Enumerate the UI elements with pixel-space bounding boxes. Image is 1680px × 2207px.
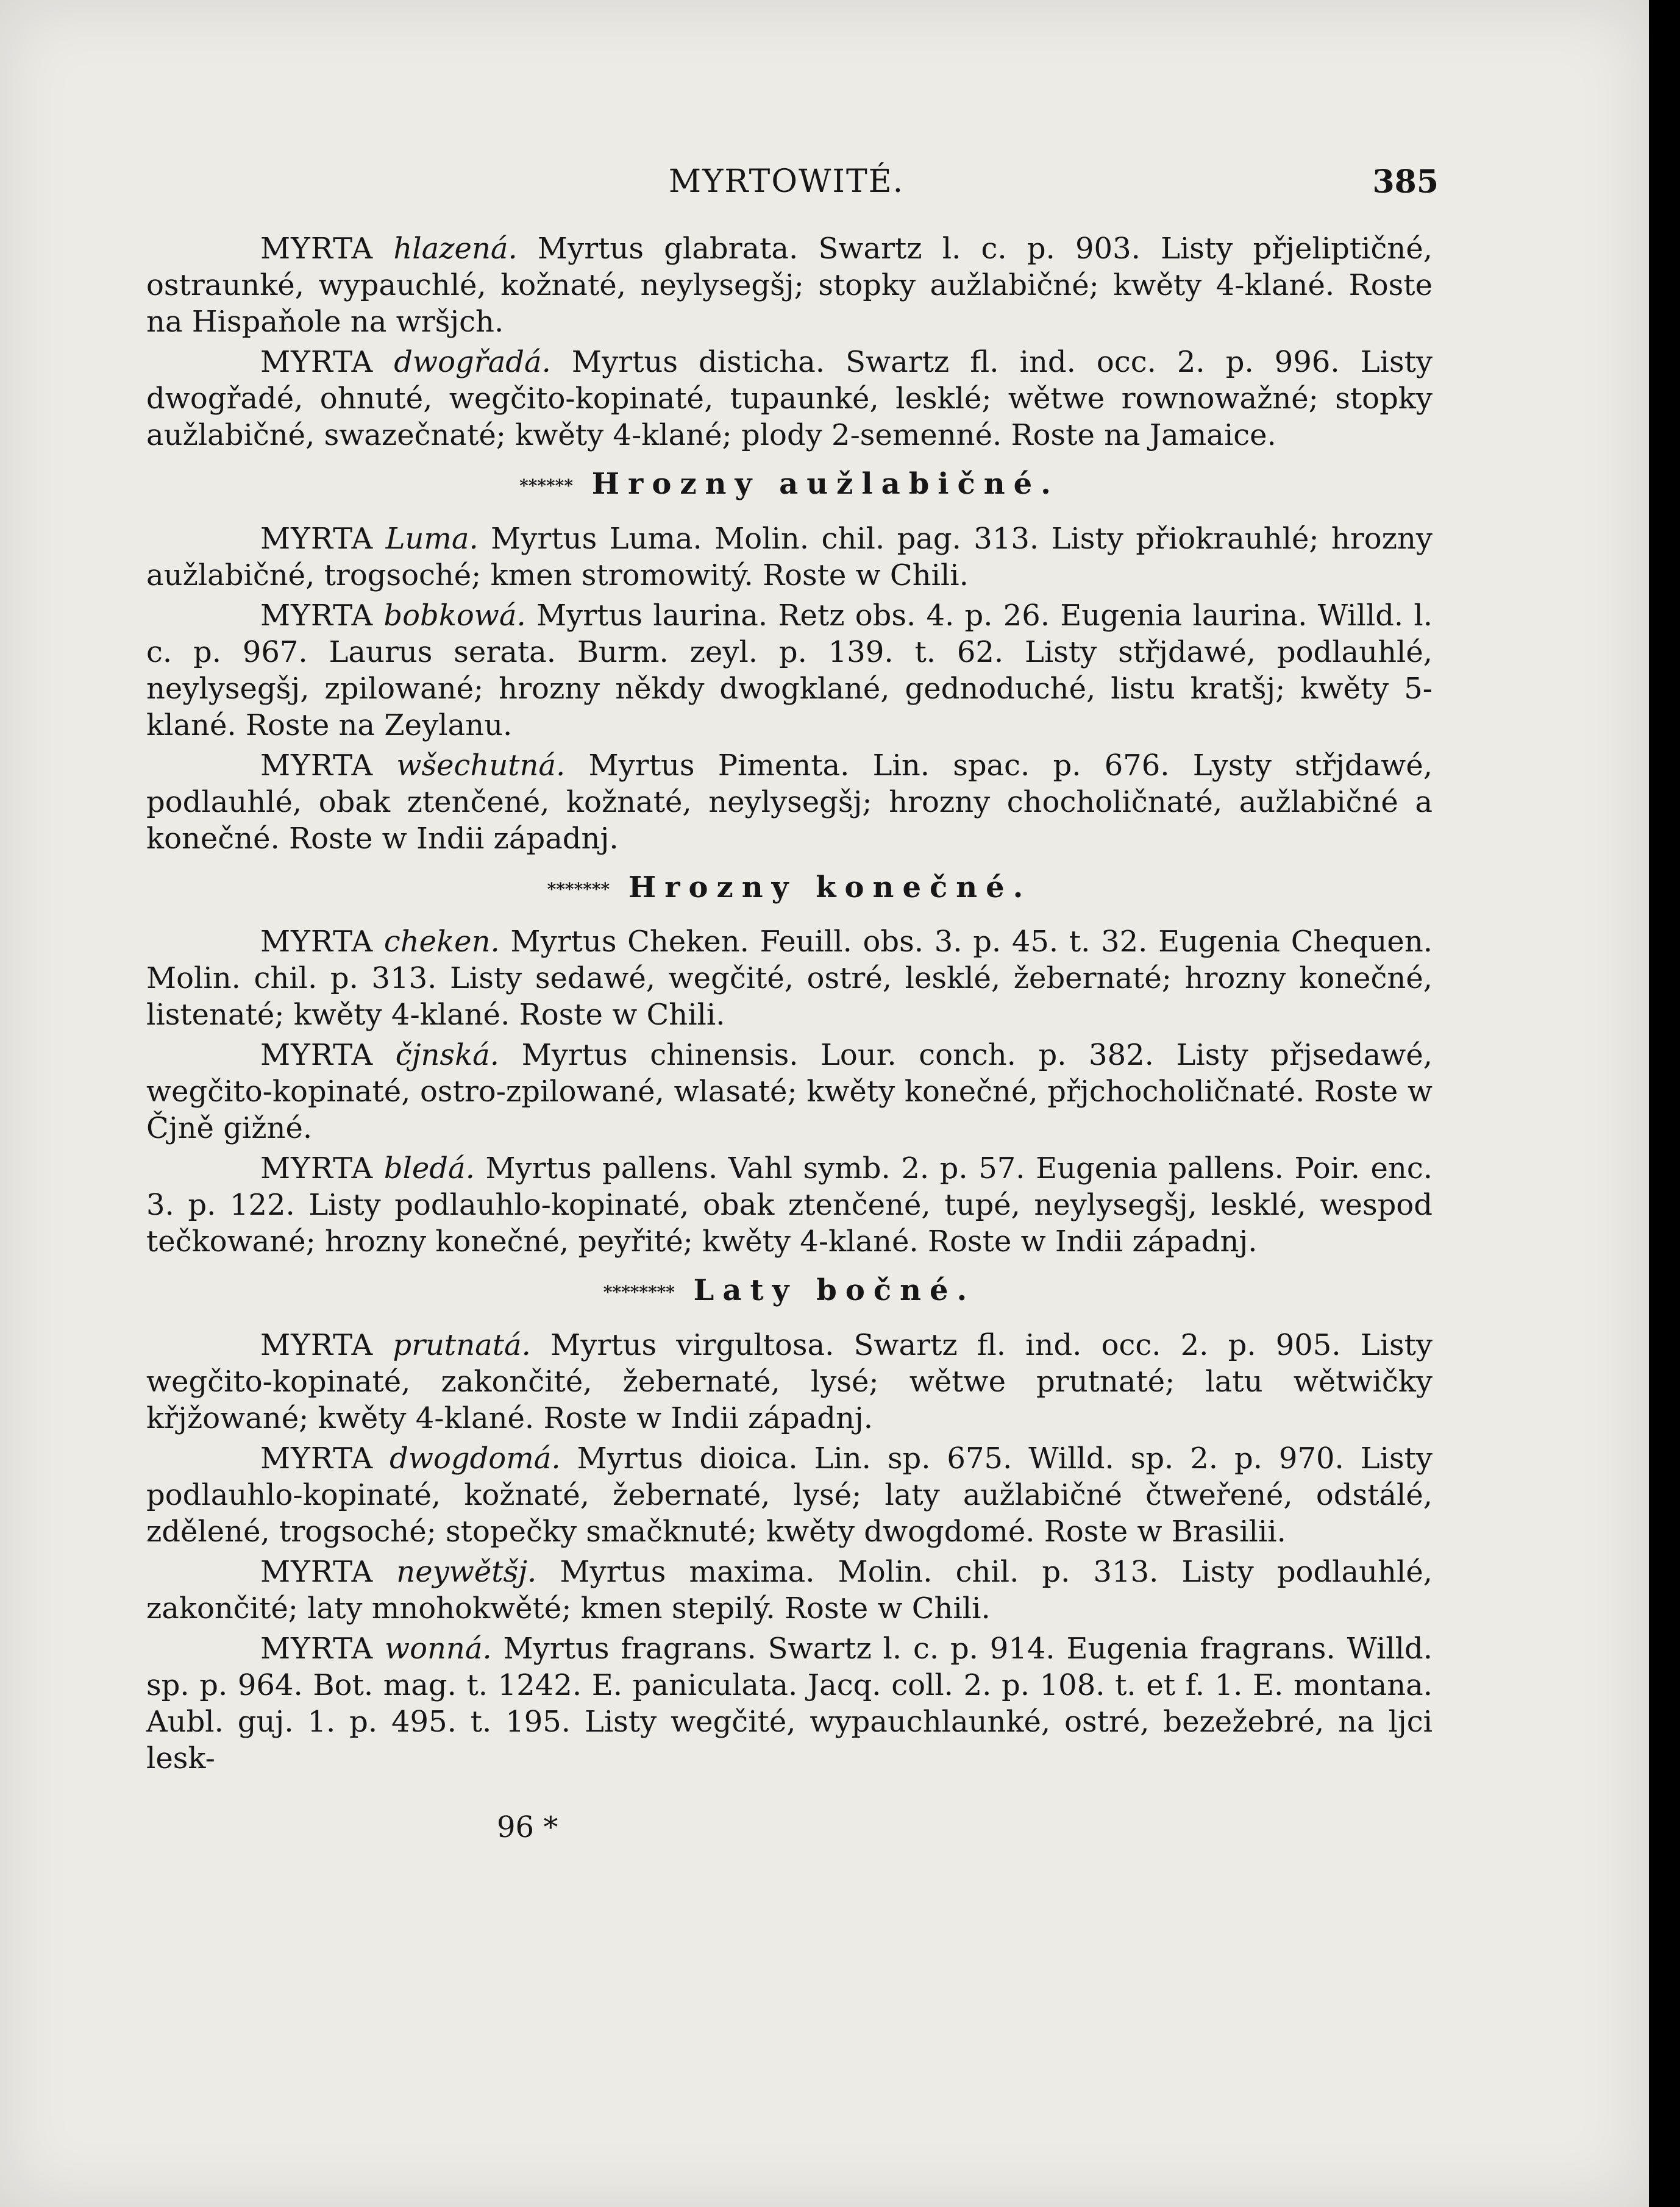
- genus-name: MYRTA: [260, 925, 374, 959]
- species-epithet: neywětšj.: [396, 1554, 537, 1589]
- section-title: Hrozny konečné.: [628, 870, 1032, 904]
- section-heading: [146, 869, 1433, 908]
- entry: [146, 1554, 1433, 1627]
- entry: [146, 230, 1433, 340]
- page-body: [146, 230, 1433, 1780]
- entry-text: Myrtus Pimenta. Lin. spac. p. 676. Lysty střjdawé, podlauhlé, obak ztenčené, kožnaté, neylysegšj; hrozny chocholičnaté, aužlabičné a konečné. Roste w Indii západnj.: [146, 748, 1433, 856]
- genus-name: MYRTA: [260, 232, 374, 266]
- genus-name: MYRTA: [260, 748, 374, 783]
- section-mark: ******: [519, 475, 573, 496]
- section-heading: [146, 1272, 1433, 1311]
- genus-name: MYRTA: [260, 345, 374, 379]
- genus-name: MYRTA: [260, 1038, 374, 1072]
- genus-name: MYRTA: [260, 1327, 374, 1362]
- entry-text: Myrtus Luma. Molin. chil. pag. 313. Listy přiokrauhlé; hrozny aužlabičné, trogsoché; kmen stromowitý. Roste w Chili.: [146, 521, 1433, 592]
- page-header: [146, 163, 1439, 218]
- entry: [146, 1630, 1433, 1777]
- entry: [146, 521, 1433, 594]
- entry: [146, 344, 1433, 453]
- species-epithet: dwogřadá.: [394, 345, 551, 379]
- entry: [146, 1440, 1433, 1550]
- section-mark: ********: [603, 1282, 675, 1303]
- entry-text: Myrtus glabrata. Swartz l. c. p. 903. Listy přjeliptičné, ostraunké, wypauchlé, kožnaté, neylysegšj; stopky aužlabičné; kwěty 4-klané. Roste na Hispaňole na wršjch.: [146, 232, 1433, 339]
- entry-text: Myrtus fragrans. Swartz l. c. p. 914. Eugenia fragrans. Willd. sp. p. 964. Bot. mag. t. 1242. E. paniculata. Jacq. coll. 2. p. 108. t. et f. 1. E. montana. Aubl. guj. 1. p. 495. t. 195. Listy wegčité, wypauchlaunké, ostré, bezežebré, na ljci lesk-: [146, 1631, 1433, 1775]
- signature-mark: 96 *: [497, 1810, 558, 1844]
- species-epithet: dwogdomá.: [390, 1441, 561, 1476]
- genus-name: MYRTA: [260, 1554, 374, 1589]
- species-epithet: bobkowá.: [383, 598, 526, 633]
- section-title: Laty bočné.: [693, 1273, 976, 1307]
- entry: [146, 1150, 1433, 1260]
- species-epithet: bledá.: [383, 1151, 475, 1185]
- species-epithet: cheken.: [383, 925, 500, 959]
- genus-name: MYRTA: [260, 1441, 374, 1476]
- entry-text: Myrtus pallens. Vahl symb. 2. p. 57. Eugenia pallens. Poir. enc. 3. p. 122. Listy podlauhlo-kopinaté, obak ztenčené, tupé, neylysegšj, lesklé, wespod tečkowané; hrozny konečné, peyřité; kwěty 4-klané. Roste w Indii západnj.: [146, 1151, 1433, 1259]
- page-number: 385: [1372, 163, 1439, 201]
- species-epithet: wšechutná.: [396, 748, 566, 783]
- species-epithet: Luma.: [385, 521, 479, 556]
- section-title: Hrozny aužlabičné.: [591, 467, 1059, 501]
- entry-text: Myrtus chinensis. Lour. conch. p. 382. Listy přjsedawé, wegčito-kopinaté, ostro-zpilowané, wlasaté; kwěty konečné, přjchocholičnaté. Roste w Čjně gižné.: [146, 1038, 1433, 1145]
- genus-name: MYRTA: [260, 1151, 374, 1185]
- entry-text: Myrtus laurina. Retz obs. 4. p. 26. Eugenia laurina. Willd. l. c. p. 967. Laurus serata. Burm. zeyl. p. 139. t. 62. Listy střjdawé, podlauhlé, neylysegšj, zpilowané; hrozny někdy dwogklané, gednoduché, listu kratšj; kwěty 5-klané. Roste na Zeylanu.: [146, 598, 1433, 742]
- entry: [146, 1037, 1433, 1146]
- species-epithet: wonná.: [385, 1631, 492, 1666]
- entry: [146, 597, 1433, 744]
- running-title: MYRTOWITÉ.: [668, 163, 905, 200]
- entry: [146, 747, 1433, 857]
- genus-name: MYRTA: [260, 1631, 374, 1666]
- entry: [146, 923, 1433, 1033]
- genus-name: MYRTA: [260, 521, 374, 556]
- species-epithet: prutnatá.: [393, 1327, 531, 1362]
- entry-text: Myrtus dioica. Lin. sp. 675. Willd. sp. 2. p. 970. Listy podlauhlo-kopinaté, kožnaté, žebernaté, lysé; laty aužlabičné čtweřené, odstálé, zdělené, trogsoché; stopečky smačknuté; kwěty dwogdomé. Roste w Brasilii.: [146, 1441, 1433, 1549]
- section-mark: *******: [547, 879, 610, 899]
- section-heading: [146, 466, 1433, 505]
- genus-name: MYRTA: [260, 598, 374, 633]
- entry-text: Myrtus maxima. Molin. chil. p. 313. Listy podlauhlé, zakončité; laty mnohokwěté; kmen stepilý. Roste w Chili.: [146, 1554, 1433, 1626]
- entry-text: Myrtus virgultosa. Swartz fl. ind. occ. 2. p. 905. Listy wegčito-kopinaté, zakončité, žebernaté, lysé; wětwe prutnaté; latu wětwičky křjžowané; kwěty 4-klané. Roste w Indii západnj.: [146, 1327, 1433, 1435]
- species-epithet: hlazená.: [393, 232, 518, 266]
- entry-text: Myrtus Cheken. Feuill. obs. 3. p. 45. t. 32. Eugenia Chequen. Molin. chil. p. 313. Listy sedawé, wegčité, ostré, lesklé, žebernaté; hrozny konečné, listenaté; kwěty 4-klané. Roste w Chili.: [146, 925, 1433, 1032]
- species-epithet: čjnská.: [395, 1038, 500, 1072]
- entry: [146, 1327, 1433, 1437]
- entry-text: Myrtus disticha. Swartz fl. ind. occ. 2. p. 996. Listy dwogřadé, ohnuté, wegčito-kopinaté, tupaunké, lesklé; wětwe rownowažné; stopky aužlabičné, swazečnaté; kwěty 4-klané; plody 2-semenné. Roste na Jamaice.: [146, 345, 1433, 452]
